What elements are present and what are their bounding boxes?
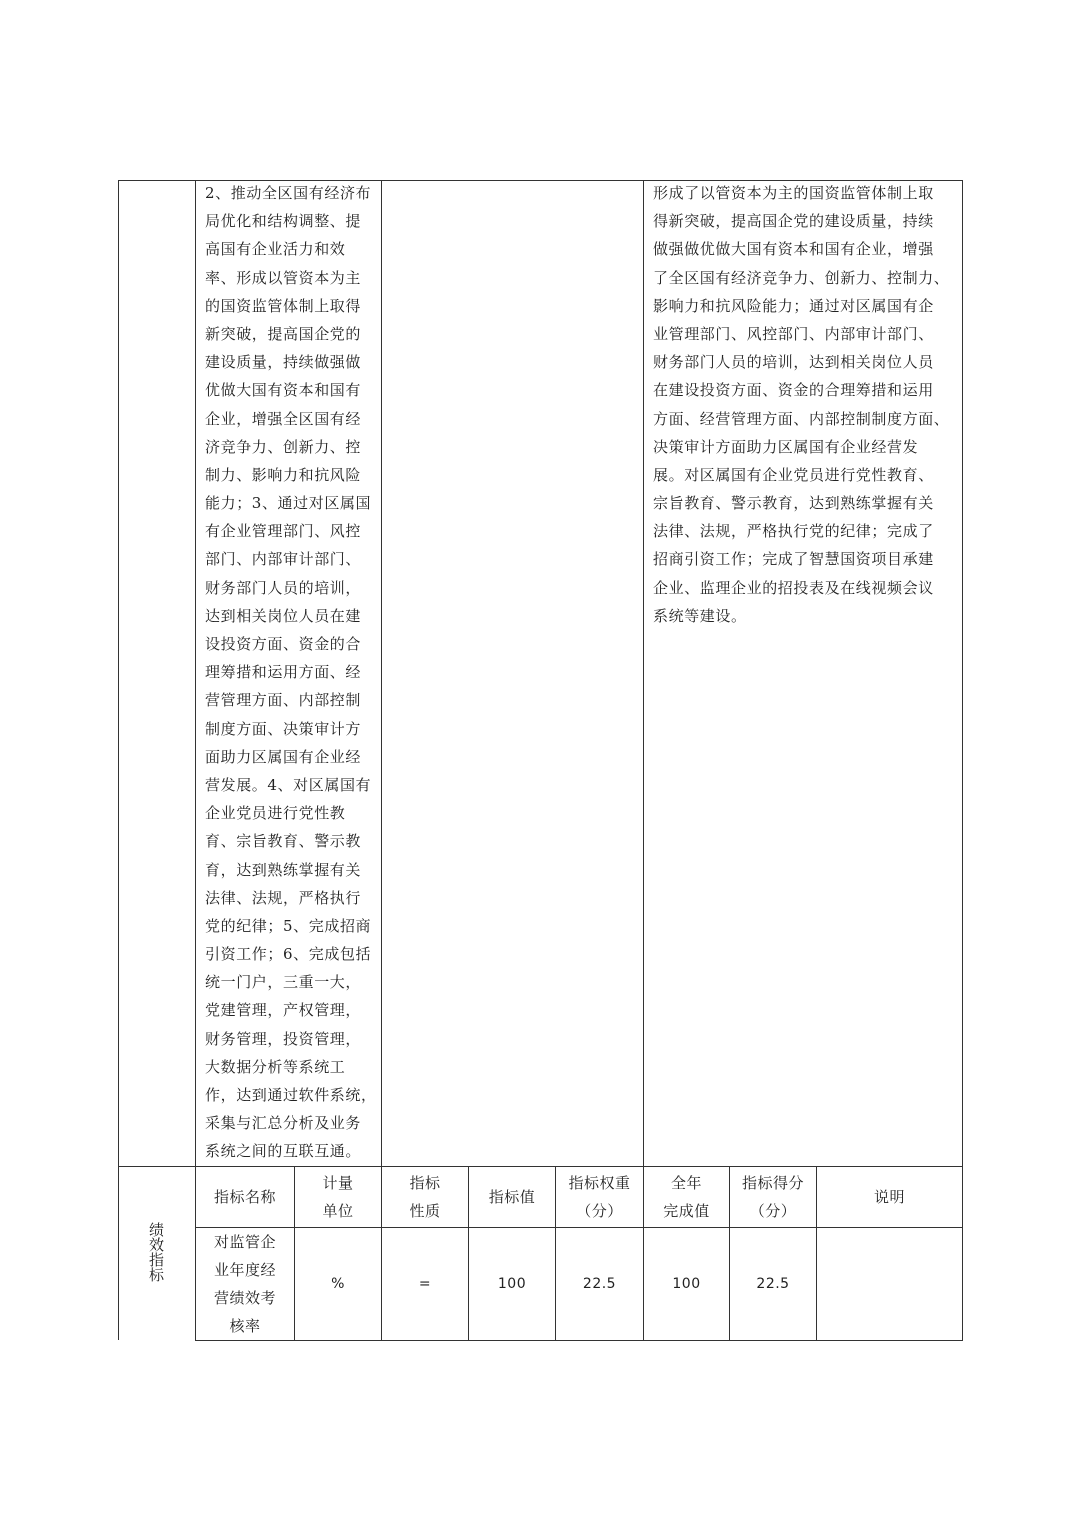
cell-line: 指标得分 xyxy=(741,1174,804,1192)
cell-line: 业年度经 xyxy=(213,1261,276,1279)
cell-line: 对监管企 xyxy=(213,1233,276,1251)
row-completed: 100 xyxy=(672,1276,701,1292)
row-value: 100 xyxy=(497,1276,527,1292)
text-line: 企业，增强全区国有经 xyxy=(205,409,362,428)
text-line: 做强做优做大国有资本和国有企业，增强 xyxy=(653,240,934,259)
text-line: 局优化和结构调整、提 xyxy=(205,212,362,231)
text-line: 业管理部门、风控部门、内部审计部门、 xyxy=(653,324,934,343)
text-line: 高国有企业活力和效 xyxy=(205,240,346,259)
header-value xyxy=(469,1167,555,1227)
cell-line: 营绩效考 xyxy=(213,1289,276,1307)
header-weight xyxy=(556,1167,643,1227)
text-line: 在建设投资方面、资金的合理筹措和运用 xyxy=(653,381,934,400)
header-unit xyxy=(295,1167,381,1227)
text-line: 企业党员进行党性教 xyxy=(205,804,346,823)
text-line: 育，达到熟练掌握有关 xyxy=(205,860,362,879)
text-line: 影响力和抗风险能力；通过对区属国有企 xyxy=(653,296,934,315)
cell-line: 指标权重 xyxy=(568,1174,631,1192)
text-line: 宗旨教育、警示教育，达到熟练掌握有关 xyxy=(653,494,934,513)
cell-line: 指标名称 xyxy=(213,1188,276,1206)
text-line: 设投资方面、资金的合 xyxy=(205,635,362,653)
cell-line: 计量 xyxy=(322,1174,354,1192)
text-line: 展。对区属国有企业党员进行党性教育、 xyxy=(653,465,934,484)
text-line: 制度方面、决策审计方 xyxy=(205,719,362,738)
text-line: 系统等建设。 xyxy=(653,606,747,625)
text-line: 部门、内部审计部门、 xyxy=(205,550,362,569)
header-nature xyxy=(382,1167,468,1227)
row-weight: 22.5 xyxy=(582,1276,617,1292)
text-line: 育、宗旨教育、警示教 xyxy=(205,832,362,851)
cell-line: 完成值 xyxy=(663,1202,710,1220)
text-line: 财务管理，投资管理， xyxy=(205,1029,362,1048)
text-line: 决策审计方面助力区属国有企业经营发 xyxy=(653,437,919,456)
text-line: 理筹措和运用方面、经 xyxy=(205,663,362,682)
text-line: 营发展。4、对区属国有 xyxy=(205,775,372,794)
row-note xyxy=(817,1228,962,1340)
text-line: 的国资监管体制上取得 xyxy=(205,296,362,315)
row-nature: = xyxy=(418,1276,432,1292)
header-note xyxy=(817,1167,962,1227)
performance-indicator-label xyxy=(118,1166,195,1340)
text-line: 制力、影响力和抗风险 xyxy=(205,465,362,484)
cell-line: 性质 xyxy=(409,1202,441,1220)
text-line: 方面、经营管理方面、内部控制制度方面、 xyxy=(653,409,950,428)
text-line: 有企业管理部门、风控 xyxy=(205,522,362,541)
text-line: 新突破，提高国企党的 xyxy=(205,324,362,343)
text-line: 党建管理，产权管理， xyxy=(205,1001,362,1020)
label-char: 效 xyxy=(148,1236,164,1254)
cell-line: 指标 xyxy=(409,1174,441,1192)
text-line: 引资工作；6、完成包括 xyxy=(205,945,372,964)
row-unit: % xyxy=(331,1276,345,1292)
cell-line: 全年 xyxy=(670,1174,702,1192)
label-char: 指 xyxy=(148,1251,164,1269)
cell-line: （分） xyxy=(576,1202,623,1220)
text-line: 法律、法规，严格执行 xyxy=(205,888,362,907)
header-score xyxy=(730,1167,816,1227)
text-line: 统一门户，三重一大， xyxy=(205,973,362,992)
text-line: 2、推动全区国有经济布 xyxy=(205,184,372,202)
text-line: 财务部门人员的培训， xyxy=(205,578,362,597)
text-line: 党的纪律；5、完成招商 xyxy=(205,916,372,935)
cell-line: 单位 xyxy=(322,1202,354,1220)
header-indicator-name xyxy=(196,1167,294,1227)
row-score: 22.5 xyxy=(756,1276,790,1292)
text-line: 作，达到通过软件系统， xyxy=(205,1086,377,1104)
text-line: 建设质量，持续做强做 xyxy=(205,353,362,372)
header-completed xyxy=(644,1167,729,1227)
text-line: 率、形成以管资本为主 xyxy=(205,268,362,287)
text-line: 法律、法规，严格执行党的纪律；完成了 xyxy=(653,522,934,541)
text-line: 济竞争力、创新力、控 xyxy=(205,437,362,456)
completion-text xyxy=(653,179,949,630)
row-indicator-name xyxy=(196,1228,294,1340)
table-border xyxy=(643,180,644,1166)
cell-line: （分） xyxy=(749,1202,797,1220)
text-line: 招商引资工作；完成了智慧国资项目承建 xyxy=(653,550,934,569)
text-line: 能力；3、通过对区属国 xyxy=(205,494,372,513)
text-line: 财务部门人员的培训，达到相关岗位人员 xyxy=(653,353,934,372)
text-line: 得新突破，提高国企党的建设质量，持续 xyxy=(653,212,934,231)
label-char: 绩 xyxy=(148,1221,164,1239)
text-line: 优做大国有资本和国有 xyxy=(205,381,362,400)
text-line: 达到相关岗位人员在建 xyxy=(205,606,362,625)
annual-target-text xyxy=(205,179,377,1166)
text-line: 大数据分析等系统工 xyxy=(205,1057,346,1076)
table-border xyxy=(381,180,382,1166)
label-char: 标 xyxy=(148,1266,164,1284)
cell-line: 核率 xyxy=(229,1317,261,1335)
text-line: 企业、监理企业的招投表及在线视频会议 xyxy=(653,578,934,597)
text-line: 形成了以管资本为主的国资监管体制上取 xyxy=(653,184,934,202)
text-line: 营管理方面、内部控制 xyxy=(205,691,362,710)
text-line: 采集与汇总分析及业务 xyxy=(205,1114,362,1133)
text-line: 了全区国有经济竞争力、创新力、控制力、 xyxy=(653,268,950,287)
text-line: 面助力区属国有企业经 xyxy=(205,747,362,766)
cell-line: 指标值 xyxy=(488,1188,536,1206)
text-line: 系统之间的互联互通。 xyxy=(205,1142,362,1161)
cell-line: 说明 xyxy=(873,1188,905,1206)
table-border-bottom xyxy=(195,1340,963,1341)
